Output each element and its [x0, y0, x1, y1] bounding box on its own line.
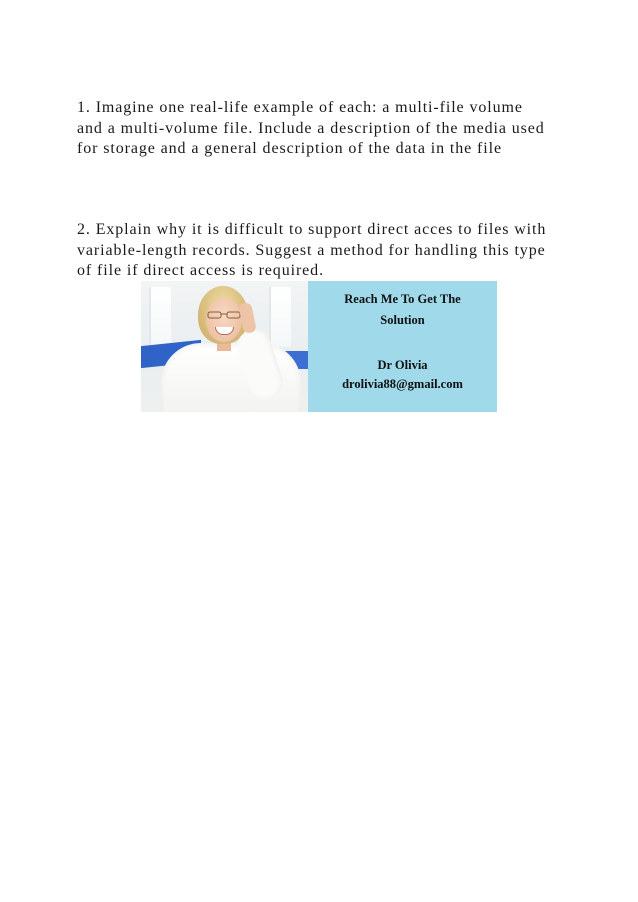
banner-headline: Reach Me To Get The	[344, 292, 461, 306]
background-window	[149, 287, 171, 347]
question-2-text: 2. Explain why it is difficult to support direct acces to files with variable-length records. Suggest a method for handling this type of file if direct access is required.	[77, 221, 547, 279]
contact-name: Dr Olivia	[377, 358, 428, 372]
tutor-photo	[141, 281, 308, 412]
background-window	[269, 287, 291, 347]
person-face	[206, 298, 242, 342]
question-1-text: 1. Imagine one real-life example of each: a multi-file volume and a multi-volume file. Include a description of the media used for storage and a general description of the data in the file	[77, 99, 545, 157]
contact-email: drolivia88@gmail.com	[342, 377, 463, 391]
contact-info-panel	[308, 281, 497, 412]
banner-subheadline: Solution	[380, 313, 425, 327]
contact-banner	[141, 281, 497, 412]
glasses-icon	[207, 311, 241, 319]
